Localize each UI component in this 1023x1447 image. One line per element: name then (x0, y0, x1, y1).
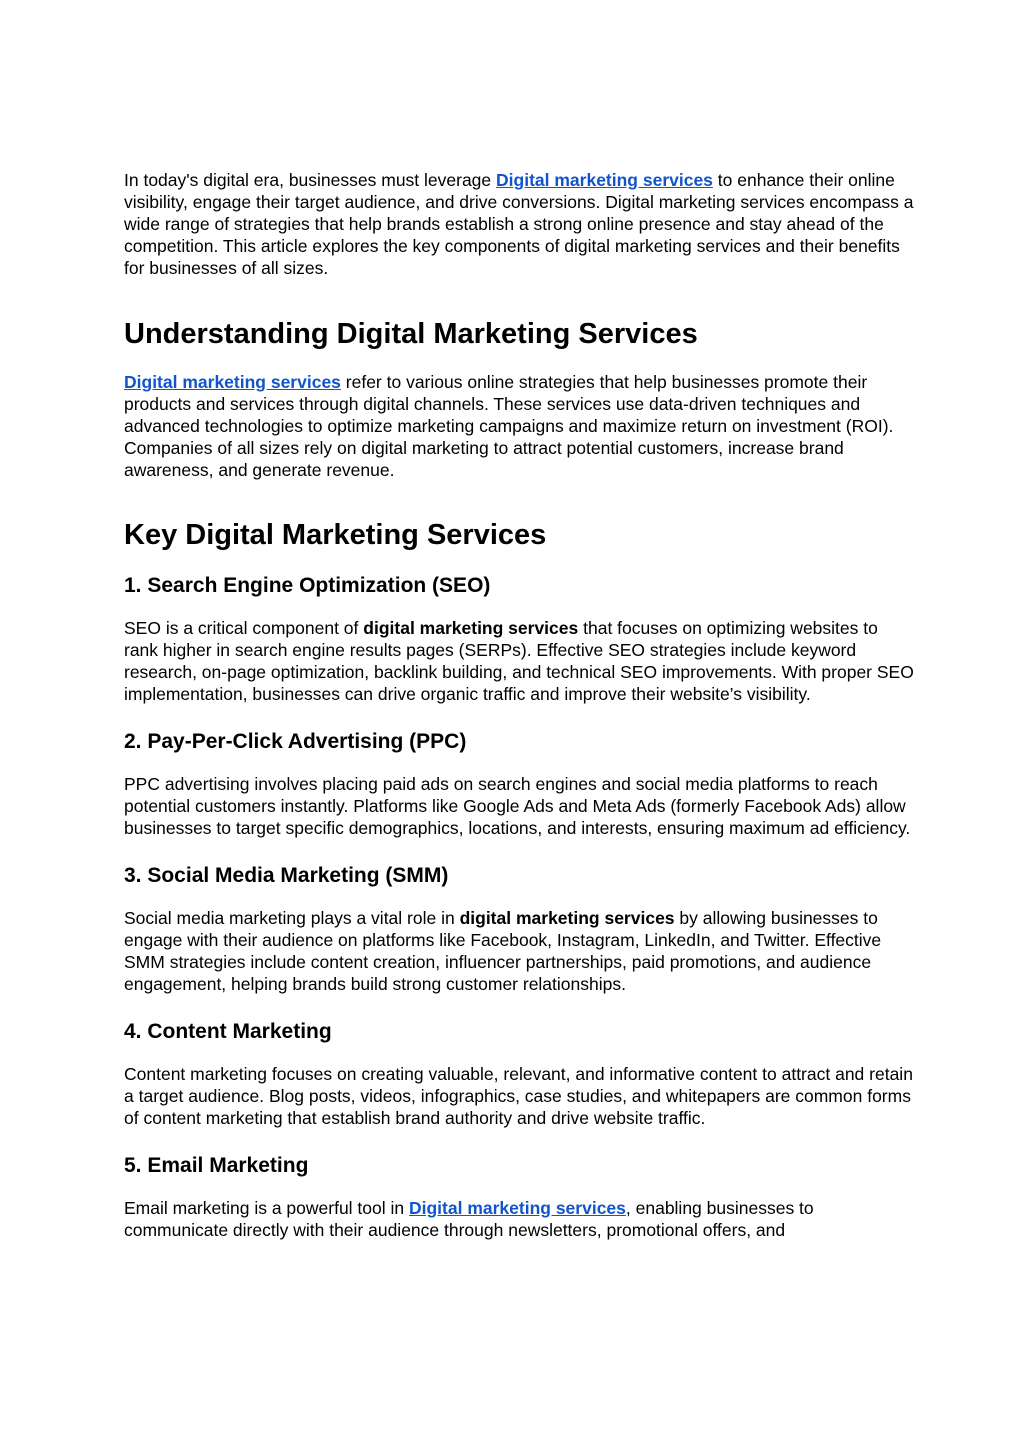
heading-smm: 3. Social Media Marketing (SMM) (124, 864, 449, 887)
email-marketing-paragraph (124, 1197, 914, 1241)
digital-marketing-services-link[interactable]: Digital marketing services (496, 170, 713, 190)
seo-bold-term: digital marketing services (363, 618, 579, 638)
intro-paragraph (124, 169, 914, 279)
content-marketing-paragraph: Content marketing focuses on creating valuable, relevant, and informative content to attract and retain a target audience. Blog posts, videos, infographics, case studies, and whitepapers are common forms of content marketing that establish brand authority and drive website traffic. (124, 1064, 913, 1128)
understanding-paragraph (124, 371, 914, 481)
email-text-end: , enabling businesses to communicate directly with their audience through newsletters, promotional offers, and (124, 1198, 814, 1240)
seo-text-start: SEO is a critical component of (124, 618, 364, 638)
intro-text-end: to enhance their online visibility, engage their target audience, and drive conversions. Digital marketing services encompass a wide range of strategies that help brands establish a strong online presence and stay ahead of the competition. This article explores the key components of digital marketing services and their benefits for businesses of all sizes. (124, 170, 914, 278)
seo-text-end: that focuses on optimizing websites to rank higher in search engine results pages (SERPs). Effective SEO strategies include keyword research, on-page optimization, backlink building, and technical SEO improvements. With proper SEO implementation, businesses can drive organic traffic and improve their website’s visibility. (124, 618, 914, 704)
smm-bold-term: digital marketing services (459, 908, 675, 928)
digital-marketing-services-link[interactable]: Digital marketing services (408, 1198, 626, 1218)
smm-paragraph (124, 907, 914, 995)
email-text-start: Email marketing is a powerful tool in (124, 1198, 409, 1218)
digital-marketing-services-link[interactable]: Digital marketing services (124, 372, 341, 392)
heading-ppc: 2. Pay-Per-Click Advertising (PPC) (124, 730, 467, 753)
smm-text-start: Social media marketing plays a vital role in (124, 908, 460, 928)
understanding-text: refer to various online strategies that help businesses promote their products and services through digital channels. These services use data-driven techniques and advanced technologies to optimize marketing campaigns and maximize return on investment (ROI). Companies of all sizes rely on digital marketing to attract potential customers, increase brand awareness, and generate revenue. (124, 372, 894, 480)
document-page (124, 169, 914, 1241)
heading-content-marketing: 4. Content Marketing (124, 1020, 332, 1043)
heading-understanding: Understanding Digital Marketing Services (124, 318, 698, 350)
heading-email-marketing: 5. Email Marketing (124, 1154, 309, 1177)
seo-paragraph (124, 617, 914, 705)
intro-text-start: In today's digital era, businesses must leverage (124, 170, 497, 190)
ppc-paragraph: PPC advertising involves placing paid ads on search engines and social media platforms to reach potential customers instantly. Platforms like Google Ads and Meta Ads (formerly Facebook Ads) allow businesses to target specific demographics, locations, and interests, ensuring maximum ad efficiency. (124, 774, 911, 838)
heading-seo: 1. Search Engine Optimization (SEO) (124, 574, 491, 597)
smm-text-end: by allowing businesses to engage with their audience on platforms like Facebook, Instagram, LinkedIn, and Twitter. Effective SMM strategies include content creation, influencer partnerships, paid promotions, and audience engagement, helping brands build strong customer relationships. (124, 908, 882, 994)
heading-key-services: Key Digital Marketing Services (124, 519, 547, 551)
